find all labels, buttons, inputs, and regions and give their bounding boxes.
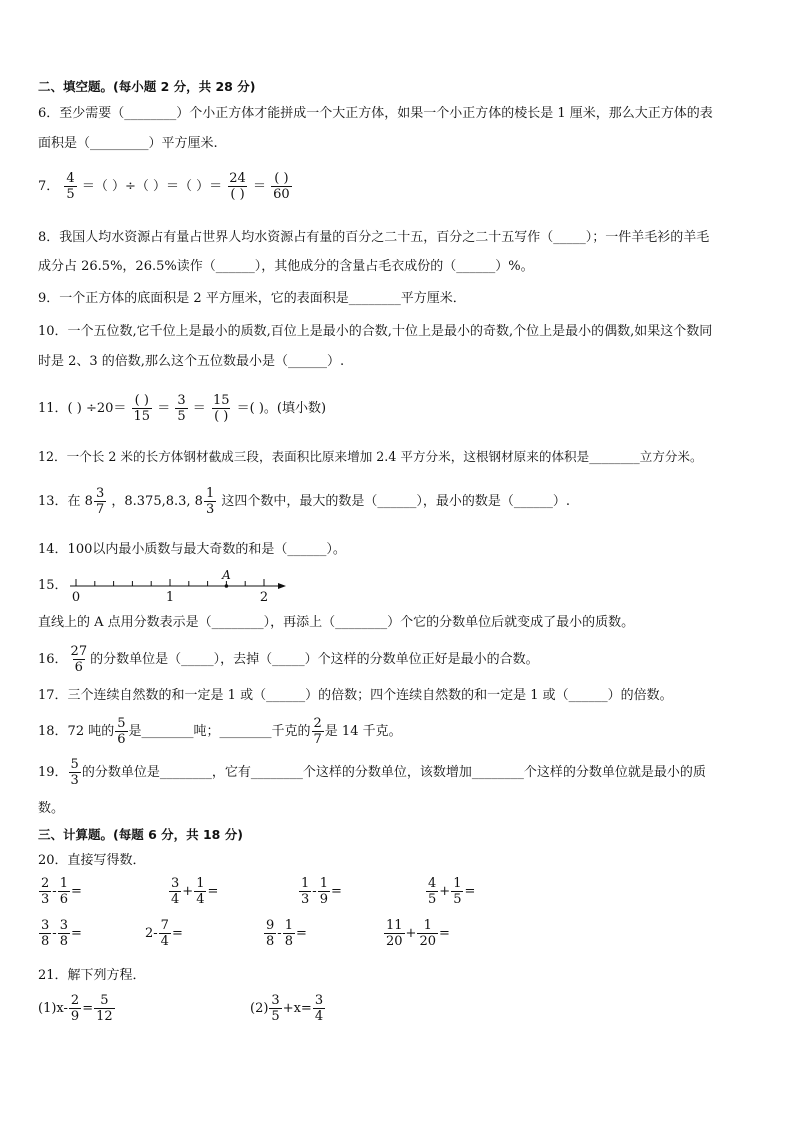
q21-title: 21．解下列方程． (38, 968, 146, 983)
q21-eq2: (2) 3 5 +x= $\frac{3}{4}$ (250, 993, 324, 1024)
q10-line2: 时是 2、3 的倍数,那么这个五位数最小是（______）. (38, 354, 345, 369)
q7-frac1: $\frac{4}{5}$ (66, 171, 75, 202)
q11-post: ＝( )。(填小数) (236, 401, 327, 416)
q13-mid: ，8.375,8.3, 8 (111, 494, 203, 509)
q19-line2: 数。 (38, 801, 65, 816)
point-a-dot (225, 584, 229, 588)
q11-frac3: 15 ( ) (212, 393, 230, 424)
q7-frac3: ( ) 60 (273, 171, 290, 202)
q20-item-2: 3 4 + $\frac{1}{4}$ = (171, 876, 219, 907)
q17: 17．三个连续自然数的和一定是 1 或（______）的倍数；四个连续自然数的和一定是 1 或（______）的倍数。 (38, 688, 673, 703)
section-2-title: 二、填空题。(每小题 2 分，共 28 分) (38, 79, 256, 94)
q20-item-5: 3 8 - $\frac{3}{8}$ = (41, 918, 82, 949)
q13-mixed1-frac: $\frac{3}{7}$ (95, 486, 105, 517)
q10-line1: 10．一个五位数,它千位上是最小的质数,百位上是最小的合数,十位上是最小的奇数,个位上是最小的偶数,如果这个数同 (38, 324, 713, 339)
q11-eq2: ＝ (192, 401, 206, 416)
q11 (38, 390, 326, 428)
number-line-label: 1 (165, 590, 175, 605)
q16-num: 16． (38, 652, 68, 667)
q20-title: 20．直接写得数． (38, 853, 146, 868)
q7 (38, 168, 293, 206)
q15-text: 直线上的 A 点用分数表示是（________），再添上（________）个它的分数单位后就变成了最小的质数。 (38, 615, 635, 630)
q6-line2: 面积是（_________）平方厘米. (38, 136, 218, 151)
q9: 9．一个正方体的底面积是 2 平方厘米，它的表面积是________平方厘米． (38, 291, 466, 306)
section-3-title: 三、计算题。(每题 6 分，共 18 分) (38, 827, 243, 842)
q20-item-1: 2 3 - $\frac{1}{6}$ = (41, 876, 82, 907)
q7-frac2: 24 ( ) (229, 171, 246, 202)
q12: 12．一个长 2 米的长方体钢材截成三段，表面积比原来增加 2.4 平方分米，这根钢材原来的体积是________立方分米。 (38, 449, 703, 464)
q13 (38, 483, 570, 521)
q19-post: 的分数单位是________，它有________个这样的分数单位，该数增加________个这样的分数单位就是最小的质 (81, 765, 706, 780)
q11-pre: 11．( ) ÷20＝ (38, 401, 127, 416)
point-a-label: A (222, 568, 231, 582)
number-line-arrow (278, 583, 286, 589)
q15-num: 15． (38, 578, 68, 593)
q11-eq1: ＝ (157, 401, 171, 416)
q16 (38, 641, 539, 679)
q19-num: 19． (38, 765, 68, 780)
q13-mixed2-frac: $\frac{1}{3}$ (205, 486, 215, 517)
q20-item-8: 11 20 + $\frac{1}{20}$ = (386, 918, 450, 949)
q6-line1: 6．至少需要（________）个小正方体才能拼成一个大正方体，如果一个小正方体的棱长是 1 厘米，那么大正方体的表 (38, 106, 713, 121)
q13-post: 这四个数中，最大的数是（______），最小的数是（______）. (221, 494, 570, 509)
number-line-label: 2 (259, 590, 269, 605)
q7-mid: ＝（ ）÷（ ）＝（ ）＝ (81, 179, 223, 194)
q7-num: 7． (38, 179, 60, 194)
q19 (38, 754, 706, 792)
q16-post: 的分数单位是（_____），去掉（_____）个这样的分数单位正好是最小的合数。 (90, 652, 539, 667)
q18-mid: 是________吨；________千克的 (128, 724, 311, 739)
q18-post: 是 14 千克。 (324, 724, 402, 739)
q14: 14．100以内最小质数与最大奇数的和是（______）。 (38, 542, 346, 557)
q20-item-7: 9 8 - $\frac{1}{8}$ = (266, 918, 307, 949)
q11-frac2: $\frac{3}{5}$ (177, 393, 186, 424)
q11-frac1: ( ) 15 (133, 393, 151, 424)
q20-item-3: 1 3 - $\frac{1}{9}$ = (301, 876, 342, 907)
number-line-label: 0 (71, 590, 81, 605)
q20-item-4: 4 5 + $\frac{1}{5}$ = (428, 876, 476, 907)
q8-line2: 成分占 26.5%，26.5%读作（______），其他成分的含量占毛衣成份的（______）%。 (38, 259, 534, 274)
q21-eq1: (1)x- $\frac{2}{9}$ = $\frac{5}{12}$ (38, 993, 113, 1024)
q19-frac: $\frac{5}{3}$ (70, 757, 79, 788)
q18 (38, 713, 402, 751)
q13-pre: 13．在 8 (38, 494, 93, 509)
q7-eq: ＝ (252, 179, 266, 194)
q18-frac1: $\frac{5}{6}$ (117, 716, 126, 747)
q20-item-6: 2- $\frac{7}{4}$ = (145, 918, 183, 949)
q18-frac2: $\frac{2}{7}$ (313, 716, 322, 747)
q16-frac: $\frac{27}{6}$ (70, 644, 88, 675)
number-line (60, 566, 290, 606)
q18-pre: 18．72 吨的 (38, 724, 115, 739)
q8-line1: 8．我国人均水资源占有量占世界人均水资源占有量的百分之二十五，百分之二十五写作（_____）；一件羊毛衫的羊毛 (38, 230, 710, 245)
